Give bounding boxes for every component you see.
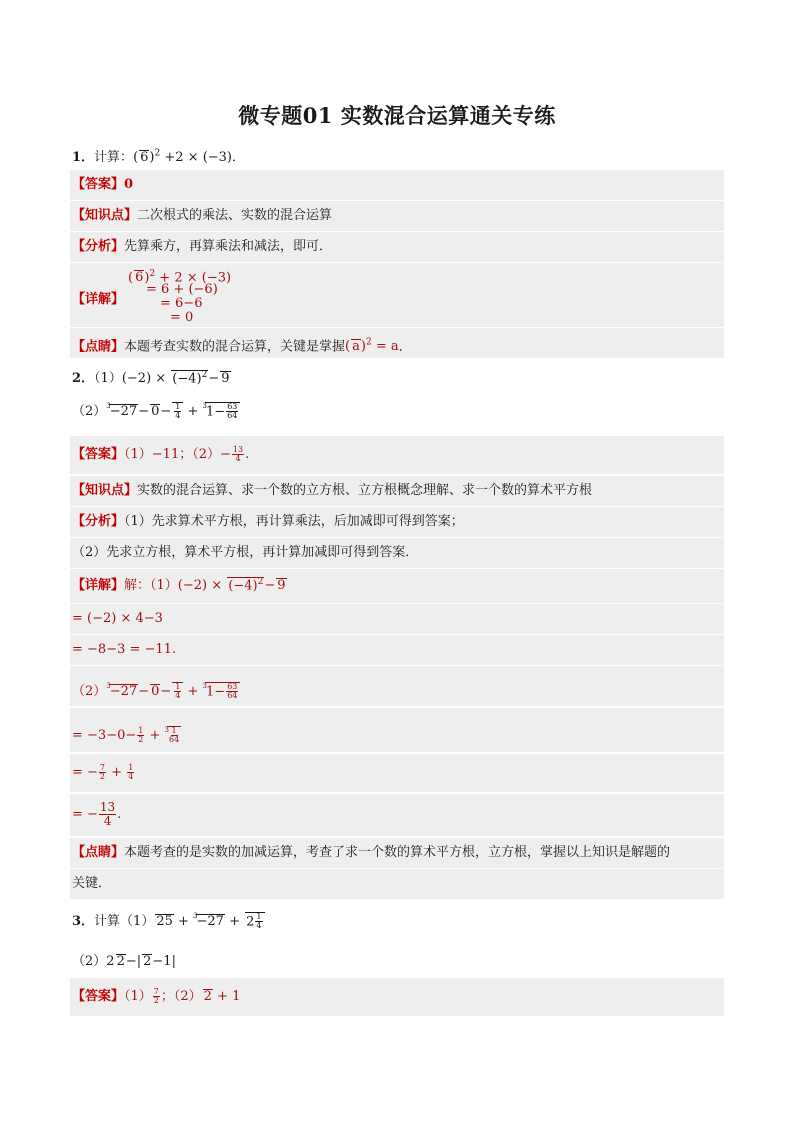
detail-step: = − $\frac{13}{4}$ .	[70, 794, 724, 836]
detail-step: = (−2) × 4−3	[70, 604, 724, 634]
analysis-row: 【分析】（1）先求算术平方根，再计算乘法，后加减即可得到答案；	[70, 507, 724, 537]
analysis-row: 【分析】先算乘方，再算乘法和减法，即可．	[70, 232, 724, 262]
detail-step: = −8−3 = −11.	[70, 635, 724, 665]
detail-step: $(2)^3-27- 0-$ $\frac{1}{4}$ + $^3$1− $\frac{63}{64}$	[70, 666, 724, 706]
question-prompt: 计算：	[94, 150, 134, 165]
step-2: = 6−6	[160, 296, 203, 311]
analysis-row-2: （2）先求立方根，算术平方根，再计算加减即可得到答案．	[70, 538, 724, 568]
answer-row: 【答案】0	[70, 170, 724, 200]
detail-step: = − $\frac{7}{2}$ + $\frac{1}{4}$	[70, 754, 724, 792]
detail-row: 【详解】解：$(1)(-2) \times (-4)^2- 9$	[70, 569, 724, 603]
question-number: 1．	[72, 150, 95, 165]
page-title: 微专题01 实数混合运算通关专练	[238, 103, 556, 128]
math-expression: ( 6)$^2$ +2 × (−3)．	[133, 148, 245, 165]
comment-row: 【点睛】本题考查实数的混合运算，关键是掌握( a)$^2$ = a．	[70, 328, 724, 358]
step-3: = 0	[170, 310, 194, 325]
knowledge-row: 【知识点】二次根式的乘法、实数的混合运算	[70, 201, 724, 231]
question-3-part-2: （2）2 2−| 2−1|	[72, 954, 176, 969]
question-1	[70, 146, 724, 165]
question-3: 3．计算（1） 25 + $^3$−27 + 2 $\frac{1}{4}$	[70, 910, 724, 930]
comment-row: 【点睛】本题考查的是实数的加减运算，考查了求一个数的算术平方根，立方根，掌握以上知识是解题的	[70, 838, 724, 868]
step-0: ( 6)$^2$ + 2 × (−3)	[128, 269, 232, 286]
question-2: 2．$(1)(-2) \times (-4)^2- 9$	[72, 369, 230, 386]
answer-row: 【答案】（1） $\frac{7}{2}$ ；（2） 2 + 1	[70, 978, 724, 1016]
answer-row: 【答案】（1）−11；（2）− $\frac{13}{4}$ .	[70, 436, 724, 474]
step-1: = 6 + (−6)	[146, 282, 218, 297]
detail-row: 【详解】 ( 6)$^2$ + 2 × (−3) = 6 + (−6) = 6−6 = 0	[70, 263, 724, 327]
question-2-part-2: $(2)^3-27- 0-$ $\frac{1}{4}$ + $^3$1− $\frac{63}{64}$	[70, 400, 724, 420]
knowledge-row: 【知识点】实数的混合运算、求一个数的立方根、立方根概念理解、求一个数的算术平方根	[70, 476, 724, 506]
detail-step: = −3−0− $\frac{1}{2}$ + $^3$ $\frac{1}{64}$	[70, 708, 724, 752]
comment-row-2: 关键．	[70, 869, 724, 899]
